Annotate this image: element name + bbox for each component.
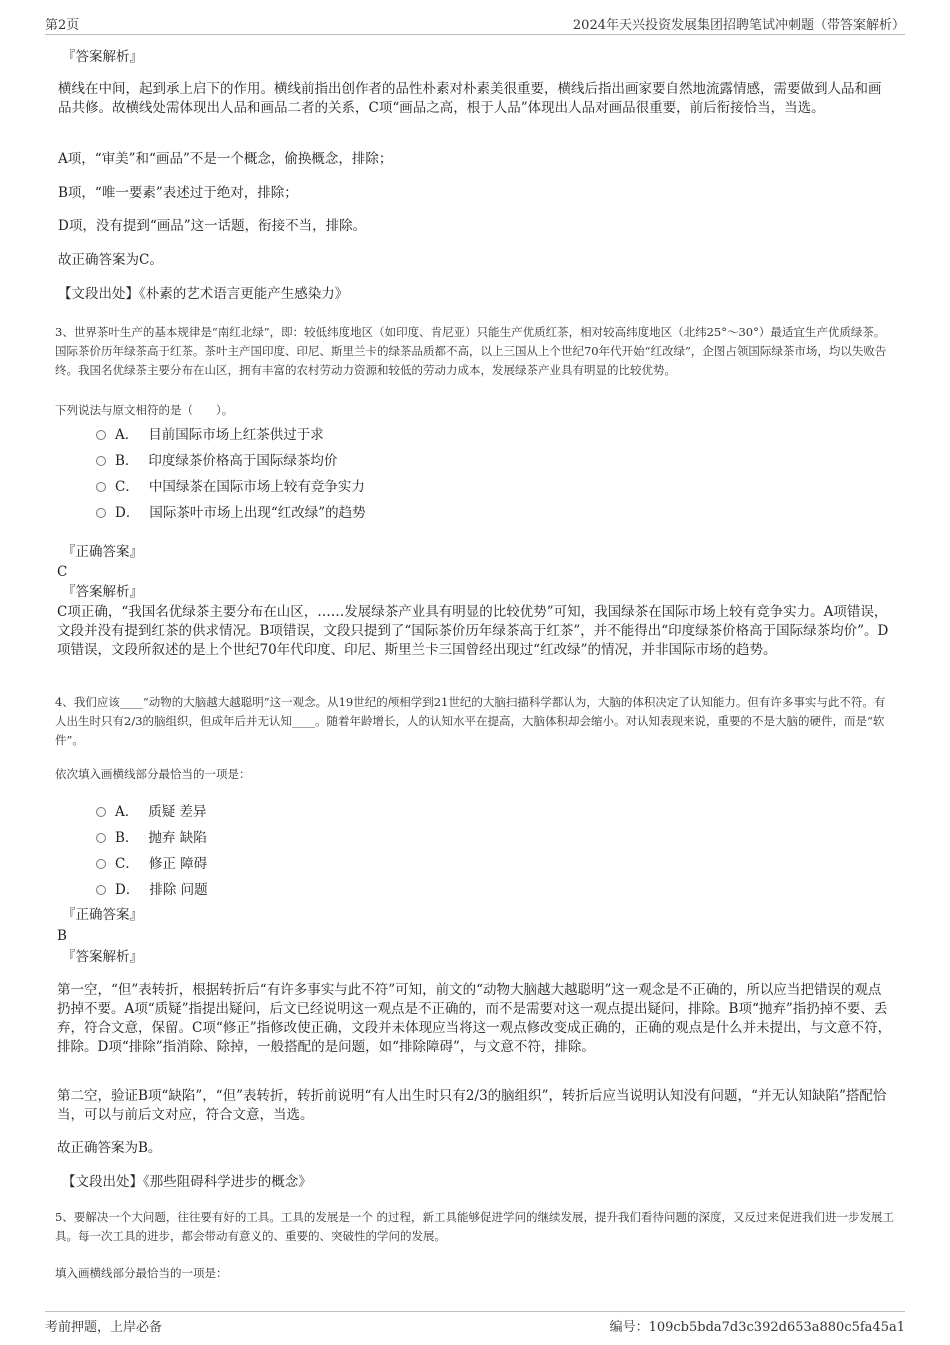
radio-icon[interactable]	[96, 807, 106, 817]
q4-option-a[interactable]: A． 质疑 差异	[96, 803, 207, 821]
q4-option-d[interactable]: D． 排除 问题	[96, 881, 208, 899]
q4-analysis-para1: 第一空，“但”表转折，根据转折后“有许多事实与此不符”可知，前文的“动物大脑越大越聪明”这一观念是不正确的，所以应当把错误的观点扔掉不要。A项“质疑”指提出疑问，后文已经说明这一观点是不正确的，而不是需要对这一观点提出疑问，排除。B项“抛弃”指扔掉不要、丢弃，符合文意，保留。C项“修正”指修改使正确，文段并未体现应当将这一观点修改变成正确的，正确的观点是什么并未提出，与文意不符，排除。D项“排除”指消除、除掉，一般搭配的是问题，如“排除障碍”，与文意不符，排除。	[57, 982, 892, 1055]
page-footer	[45, 1311, 905, 1335]
q3-option-b[interactable]: B． 印度绿茶价格高于国际绿茶均价	[96, 452, 337, 470]
radio-icon[interactable]	[96, 859, 106, 869]
radio-icon[interactable]	[96, 508, 106, 518]
radio-icon[interactable]	[96, 833, 106, 843]
q2-analysis-para4: D项，没有提到“画品”这一话题，衔接不当，排除。	[58, 218, 367, 234]
document-title: 2024年天兴投资发展集团招聘笔试冲刺题（带答案解析）	[572, 18, 905, 33]
footer-slogan: 考前押题，上岸必备	[45, 1320, 163, 1335]
q5-stem: 5、要解决一个大问题，往往要有好的工具。工具的发展是一个 的过程，新工具能够促进学问的继续发展，提升我们看待问题的深度，又反过来促进我们进一步发展工具。每一次工具的进步，都会带动有意义的、重要的、突破性的学问的发展。	[55, 1210, 894, 1243]
q3-option-a[interactable]: A． 目前国际市场上红茶供过于求	[96, 426, 324, 444]
q5-prompt: 填入画横线部分最恰当的一项是：	[55, 1266, 228, 1280]
q3-answer-heading: 『正确答案』	[62, 544, 143, 560]
q4-analysis-para2: 第二空，验证B项“缺陷”，“但”表转折，转折前说明“有人出生时只有2/3的脑组织”，转折后应当说明认知没有问题，“并无认知缺陷”搭配恰当，可以与前后文对应，符合文意，当选。	[57, 1088, 887, 1123]
radio-icon[interactable]	[96, 456, 106, 466]
q2-analysis-para5: 故正确答案为C。	[58, 252, 163, 268]
radio-icon[interactable]	[96, 482, 106, 492]
q2-analysis-para2: A项，“审美”和“画品”不是一个概念，偷换概念，排除；	[58, 151, 393, 167]
q4-analysis-heading: 『答案解析』	[62, 949, 143, 965]
document-id: 编号：109cb5bda7d3c392d653a880c5fa45a1	[609, 1320, 905, 1335]
q2-source: 【文段出处】《朴素的艺术语言更能产生感染力》	[58, 286, 349, 302]
q4-analysis-para3: 故正确答案为B。	[57, 1140, 162, 1156]
q4-prompt: 依次填入画横线部分最恰当的一项是：	[55, 767, 251, 781]
q4-answer-heading: 『正确答案』	[62, 907, 143, 923]
q2-analysis-para3: B项，“唯一要素”表述过于绝对，排除；	[58, 185, 298, 201]
q4-source: 【文段出处】《那些阻碍科学进步的概念》	[62, 1174, 312, 1190]
q3-analysis-heading: 『答案解析』	[62, 584, 143, 600]
q4-answer: B	[57, 928, 67, 944]
q3-analysis: C项正确，“我国名优绿茶主要分布在山区，……发展绿茶产业具有明显的比较优势”可知，我国绿茶在国际市场上较有竞争实力。A项错误，文段并没有提到红茶的供求情况。B项错误，文段只提到了“国际茶价历年绿茶高于红茶”，并不能得出“印度绿茶价格高于国际绿茶均价”。D项错误，文段所叙述的是上个世纪70年代印度、印尼、斯里兰卡三国曾经出现过“红改绿”的情况，并非国际市场的趋势。	[57, 604, 889, 658]
q4-option-c[interactable]: C． 修正 障碍	[96, 855, 207, 873]
q2-analysis-para1: 横线在中间，起到承上启下的作用。横线前指出创作者的品性朴素对朴素美很重要，横线后指出画家要自然地流露情感，需要做到人品和画品共修。故横线处需体现出人品和画品二者的关系，C项“画品之高，根于人品”体现出人品对画品很重要，前后衔接恰当，当选。	[58, 81, 882, 116]
radio-icon[interactable]	[96, 430, 106, 440]
q2-analysis-heading: 『答案解析』	[62, 49, 143, 65]
q4-stem: 4、我们应该____“动物的大脑越大越聪明”这一观念。从19世纪的颅相学到21世纪的大脑扫描科学都认为，大脑的体积决定了认知能力。但有许多事实与此不符。有人出生时只有2/3的脑组织，但成年后并无认知____。随着年龄增长，人的认知水平在提高，大脑体积却会缩小。对认知表现来说，重要的不是大脑的硬件，而是“软件”。	[55, 695, 886, 747]
q3-option-d[interactable]: D． 国际茶叶市场上出现“红改绿”的趋势	[96, 504, 366, 522]
page-number: 第2页	[45, 18, 80, 33]
q4-option-b[interactable]: B． 抛弃 缺陷	[96, 829, 207, 847]
radio-icon[interactable]	[96, 885, 106, 895]
q3-stem: 3、世界茶叶生产的基本规律是“南红北绿”，即：较低纬度地区（如印度、肯尼亚）只能生产优质红茶，相对较高纬度地区（北纬25°～30°）最适宜生产优质绿茶。国际茶价历年绿茶高于红茶。茶叶主产国印度、印尼、斯里兰卡的绿茶品质都不高，以上三国从上个世纪70年代开始“红改绿”，企图占领国际绿茶市场，均以失败告终。我国名优绿茶主要分布在山区，拥有丰富的农村劳动力资源和较低的劳动力成本，发展绿茶产业具有明显的比较优势。	[55, 325, 887, 377]
page-header	[45, 12, 905, 35]
q3-option-c[interactable]: C． 中国绿茶在国际市场上较有竞争实力	[96, 478, 365, 496]
q3-answer: C	[57, 564, 68, 580]
q3-prompt: 下列说法与原文相符的是（ ）。	[55, 403, 234, 417]
